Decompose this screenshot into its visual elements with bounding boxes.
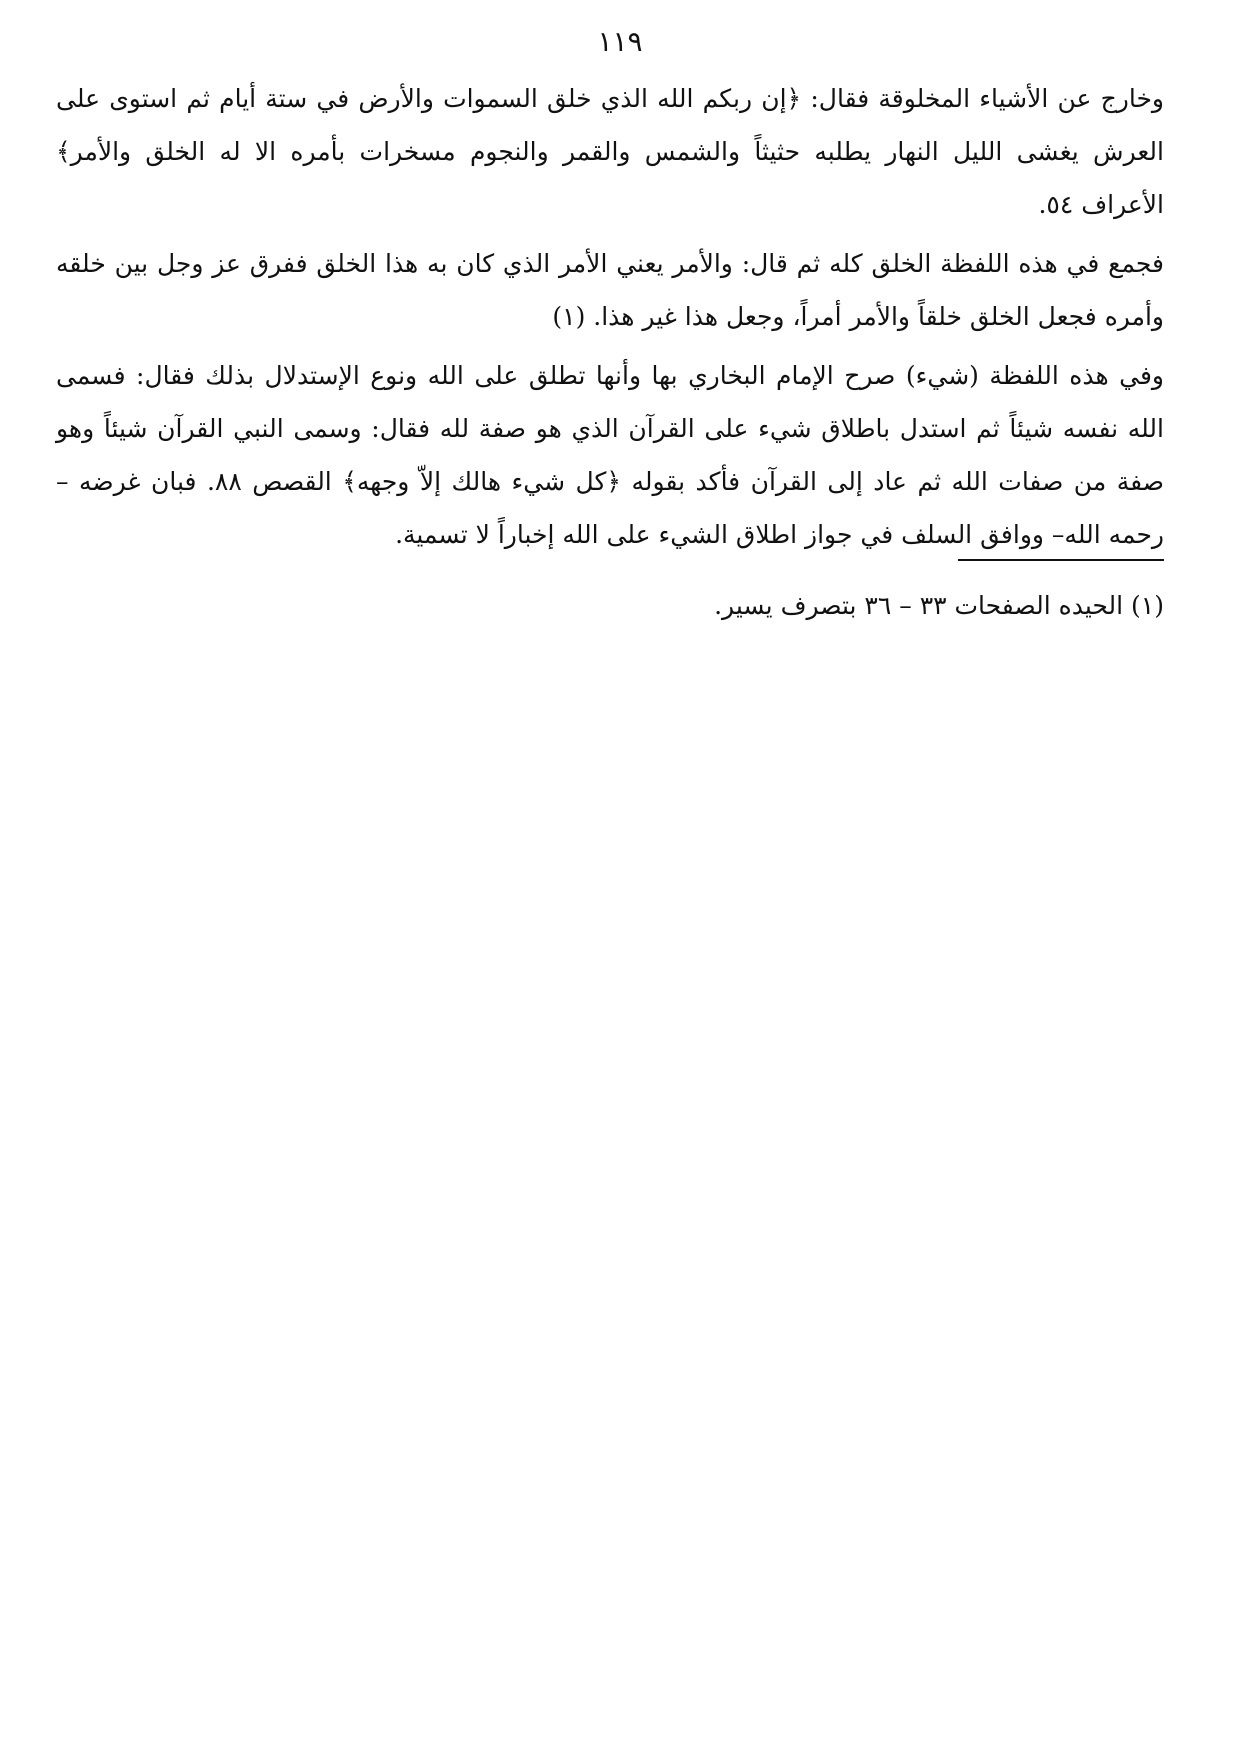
main-text [56, 72, 1164, 567]
footnote-divider [958, 559, 1164, 561]
footnote-1: (١) الحيده الصفحات ٣٣ – ٣٦ بتصرف يسير. [714, 591, 1164, 620]
paragraph-1: وخارج عن الأشياء المخلوقة فقال: ﴿إن ربكم الله الذي خلق السموات والأرض في ستة أيام ثم استوى على العرش يغشى الليل النهار يطلبه حثيثاً والشمس والقمر والنجوم مسخرات بأمره الا له الخلق والأمر﴾ الأعراف ٥٤. [56, 84, 1164, 219]
page-number: ١١٩ [597, 25, 643, 58]
paragraph-2: فجمع في هذه اللفظة الخلق كله ثم قال: والأمر يعني الأمر الذي كان به هذا الخلق ففرق عز وجل بين خلقه وأمره فجعل الخلق خلقاً والأمر أمراً، وجعل هذا غير هذا. (١) [56, 249, 1165, 331]
paragraph-3: وفي هذه اللفظة (شيء) صرح الإمام البخاري بها وأنها تطلق على الله ونوع الإستدلال بذلك فقال: فسمى الله نفسه شيئاً ثم استدل باطلاق شيء على القرآن الذي هو صفة لله فقال: وسمى النبي القرآن شيئاً وهو صفة من صفات الله ثم عاد إلى القرآن فأكد بقوله ﴿كل شيء هالك إلاّ وجهه﴾ القصص ٨٨. فبان غرضه –رحمه الله– ووافق السلف في جواز اطلاق الشيء على الله إخباراً لا تسمية. [56, 361, 1164, 549]
